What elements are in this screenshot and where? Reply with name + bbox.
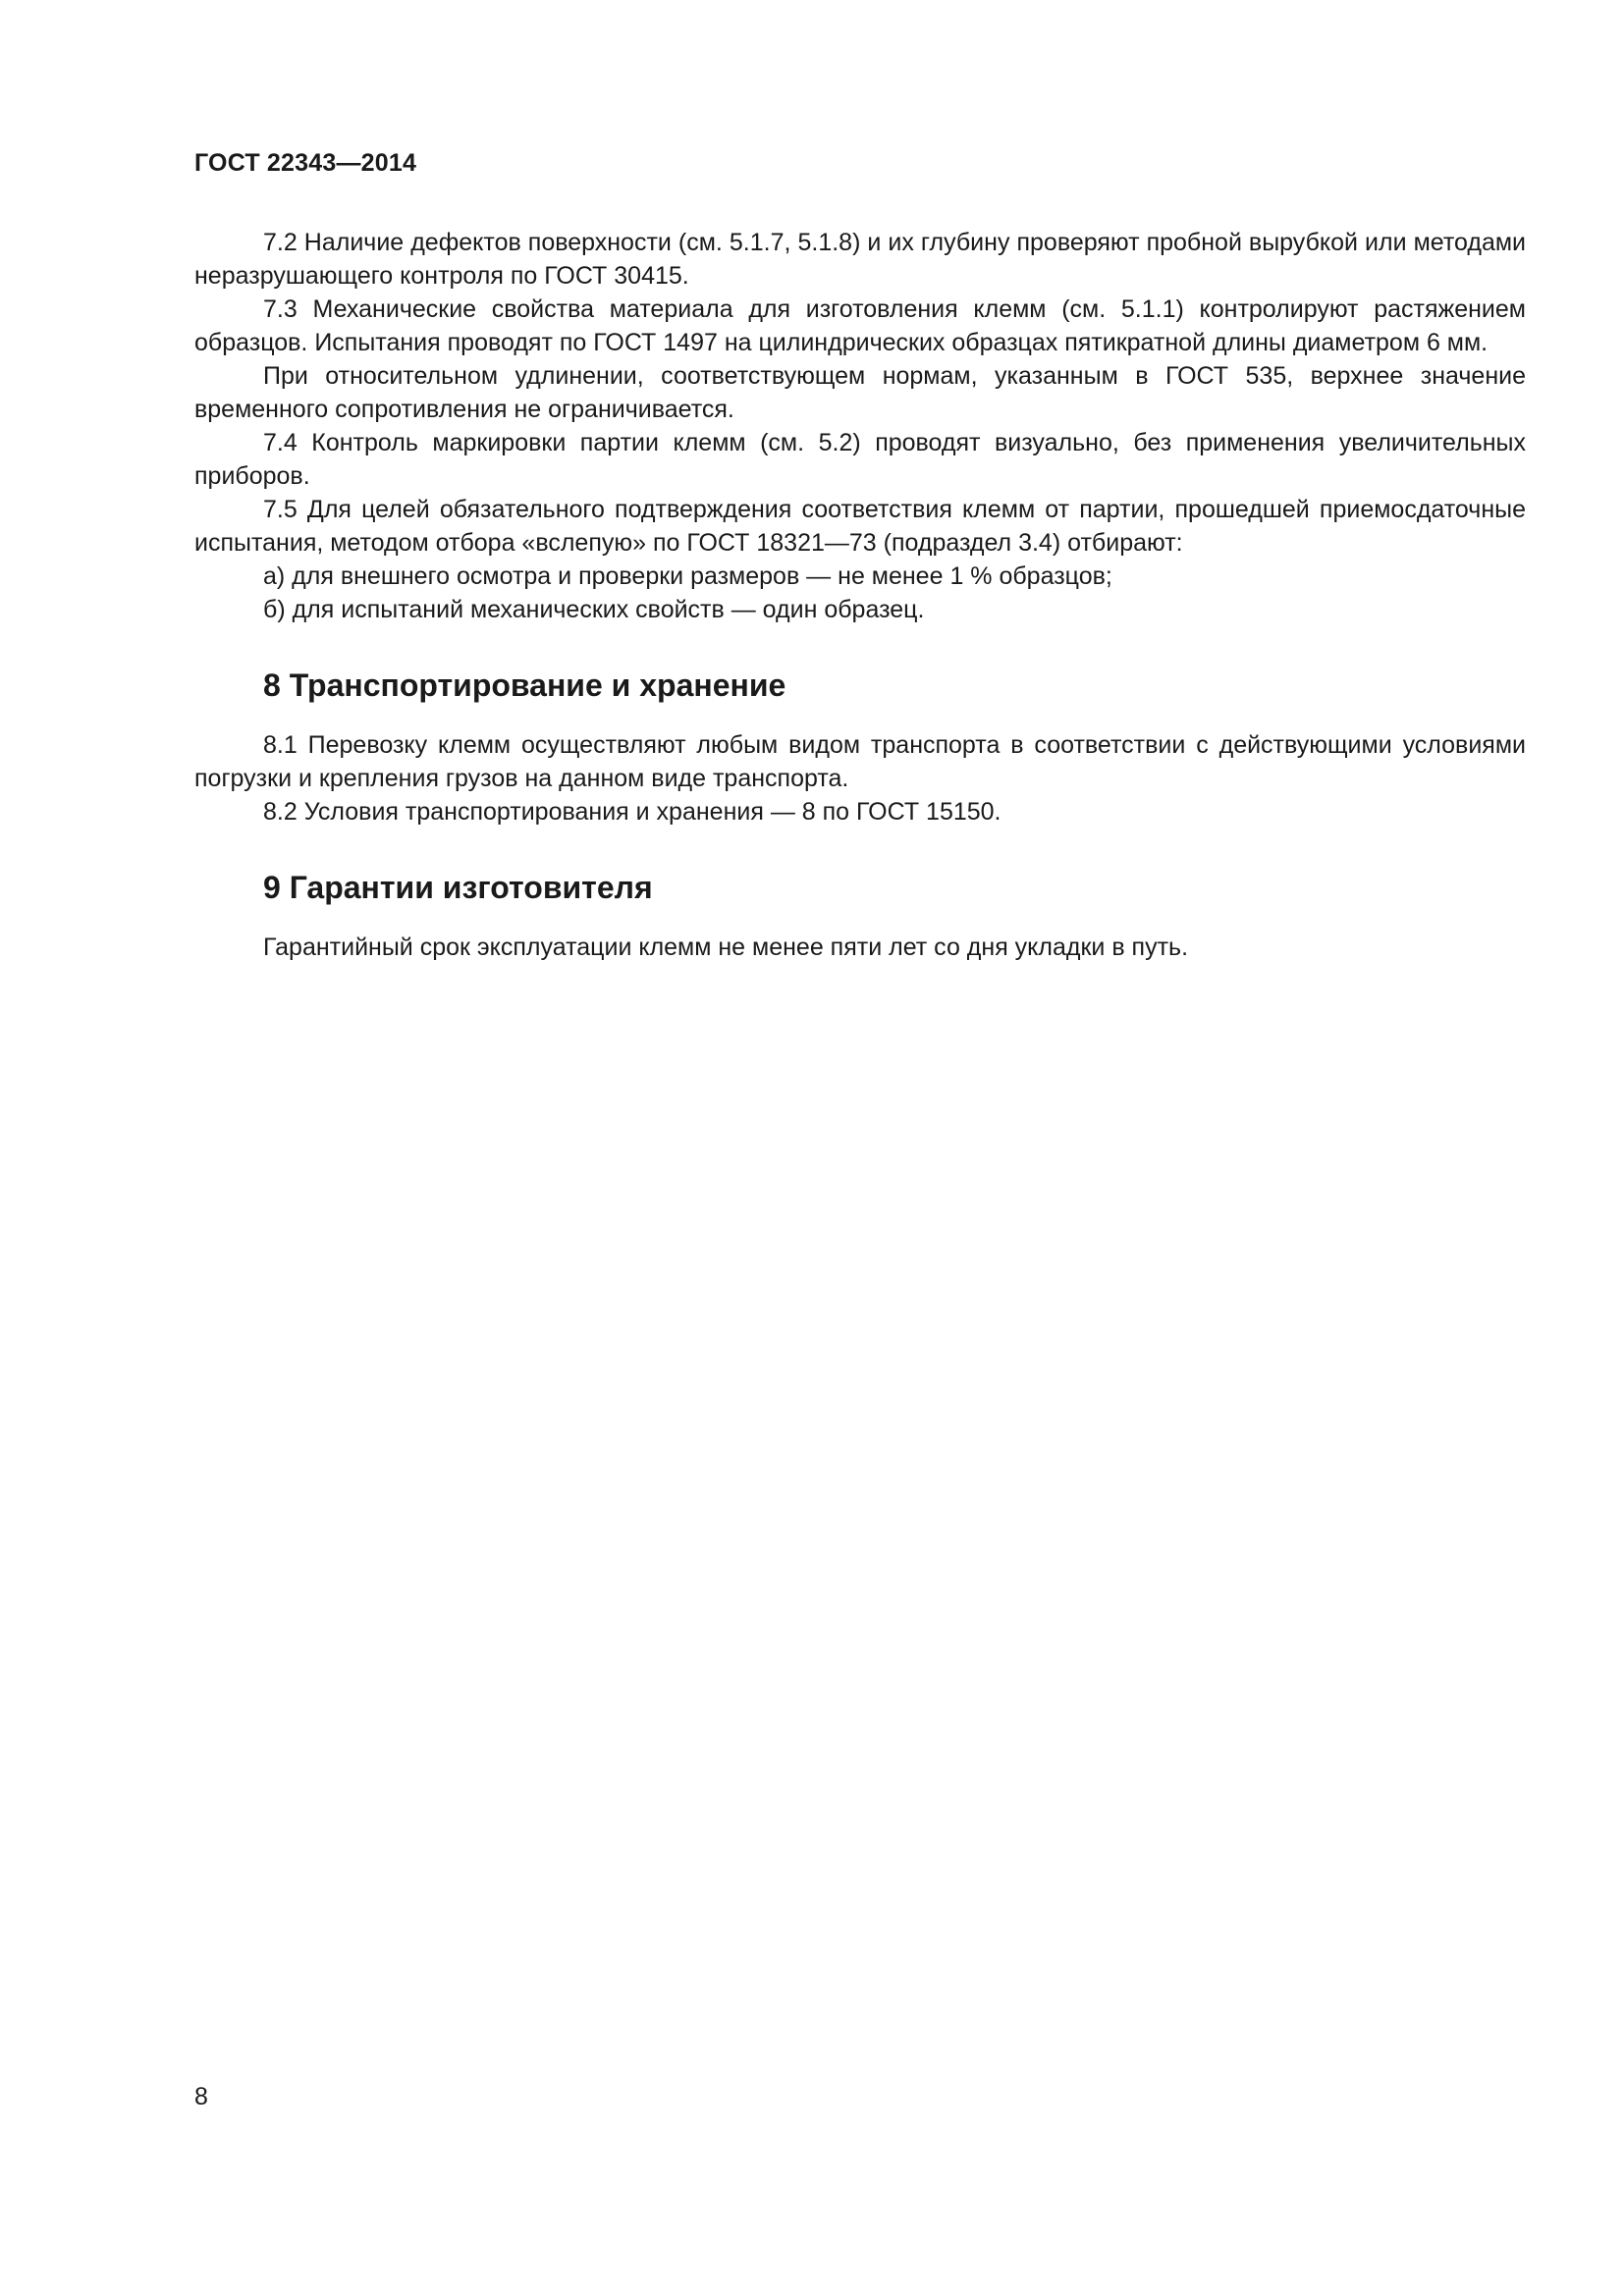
paragraph-7-4: 7.4 Контроль маркировки партии клемм (см. 5.2) проводят визуально, без применения увеличительных приборов. (194, 429, 1526, 490)
list-item-a: а) для внешнего осмотра и проверки размеров — не менее 1 % образцов; (263, 562, 1112, 590)
paragraph-7-3: 7.3 Механические свойства материала для изготовления клемм (см. 5.1.1) контролируют растяжением образцов. Испытания проводят по ГОСТ 1497 на цилиндрических образцах пятикратной длины диаметром 6 мм. (194, 295, 1526, 356)
paragraph-8-1: 8.1 Перевозку клемм осуществляют любым видом транспорта в соответствии с действующими условиями погрузки и крепления грузов на данном виде транспорта. (194, 731, 1526, 792)
section-9-heading: 9 Гарантии изготовителя (263, 870, 653, 905)
paragraph-9: Гарантийный срок эксплуатации клемм не менее пяти лет со дня укладки в путь. (263, 934, 1189, 961)
document-header: ГОСТ 22343—2014 (194, 149, 417, 177)
paragraph-7-2: 7.2 Наличие дефектов поверхности (см. 5.1.7, 5.1.8) и их глубину проверяют пробной вырубкой или методами неразрушающего контроля по ГОСТ 30415. (194, 229, 1526, 290)
list-item-b: б) для испытаний механических свойств — один образец. (263, 596, 925, 623)
document-body (194, 226, 1526, 964)
paragraph-7-3-note: При относительном удлинении, соответствующем нормам, указанным в ГОСТ 535, верхнее значение временного сопротивления не ограничивается. (194, 362, 1526, 423)
paragraph-8-2: 8.2 Условия транспортирования и хранения — 8 по ГОСТ 15150. (263, 798, 1001, 826)
section-8-heading: 8 Транспортирование и хранение (263, 667, 786, 703)
page-number: 8 (194, 2083, 208, 2110)
paragraph-7-5: 7.5 Для целей обязательного подтверждения соответствия клемм от партии, прошедшей приемосдаточные испытания, методом отбора «вслепую» по ГОСТ 18321—73 (подраздел 3.4) отбирают: (194, 496, 1526, 557)
